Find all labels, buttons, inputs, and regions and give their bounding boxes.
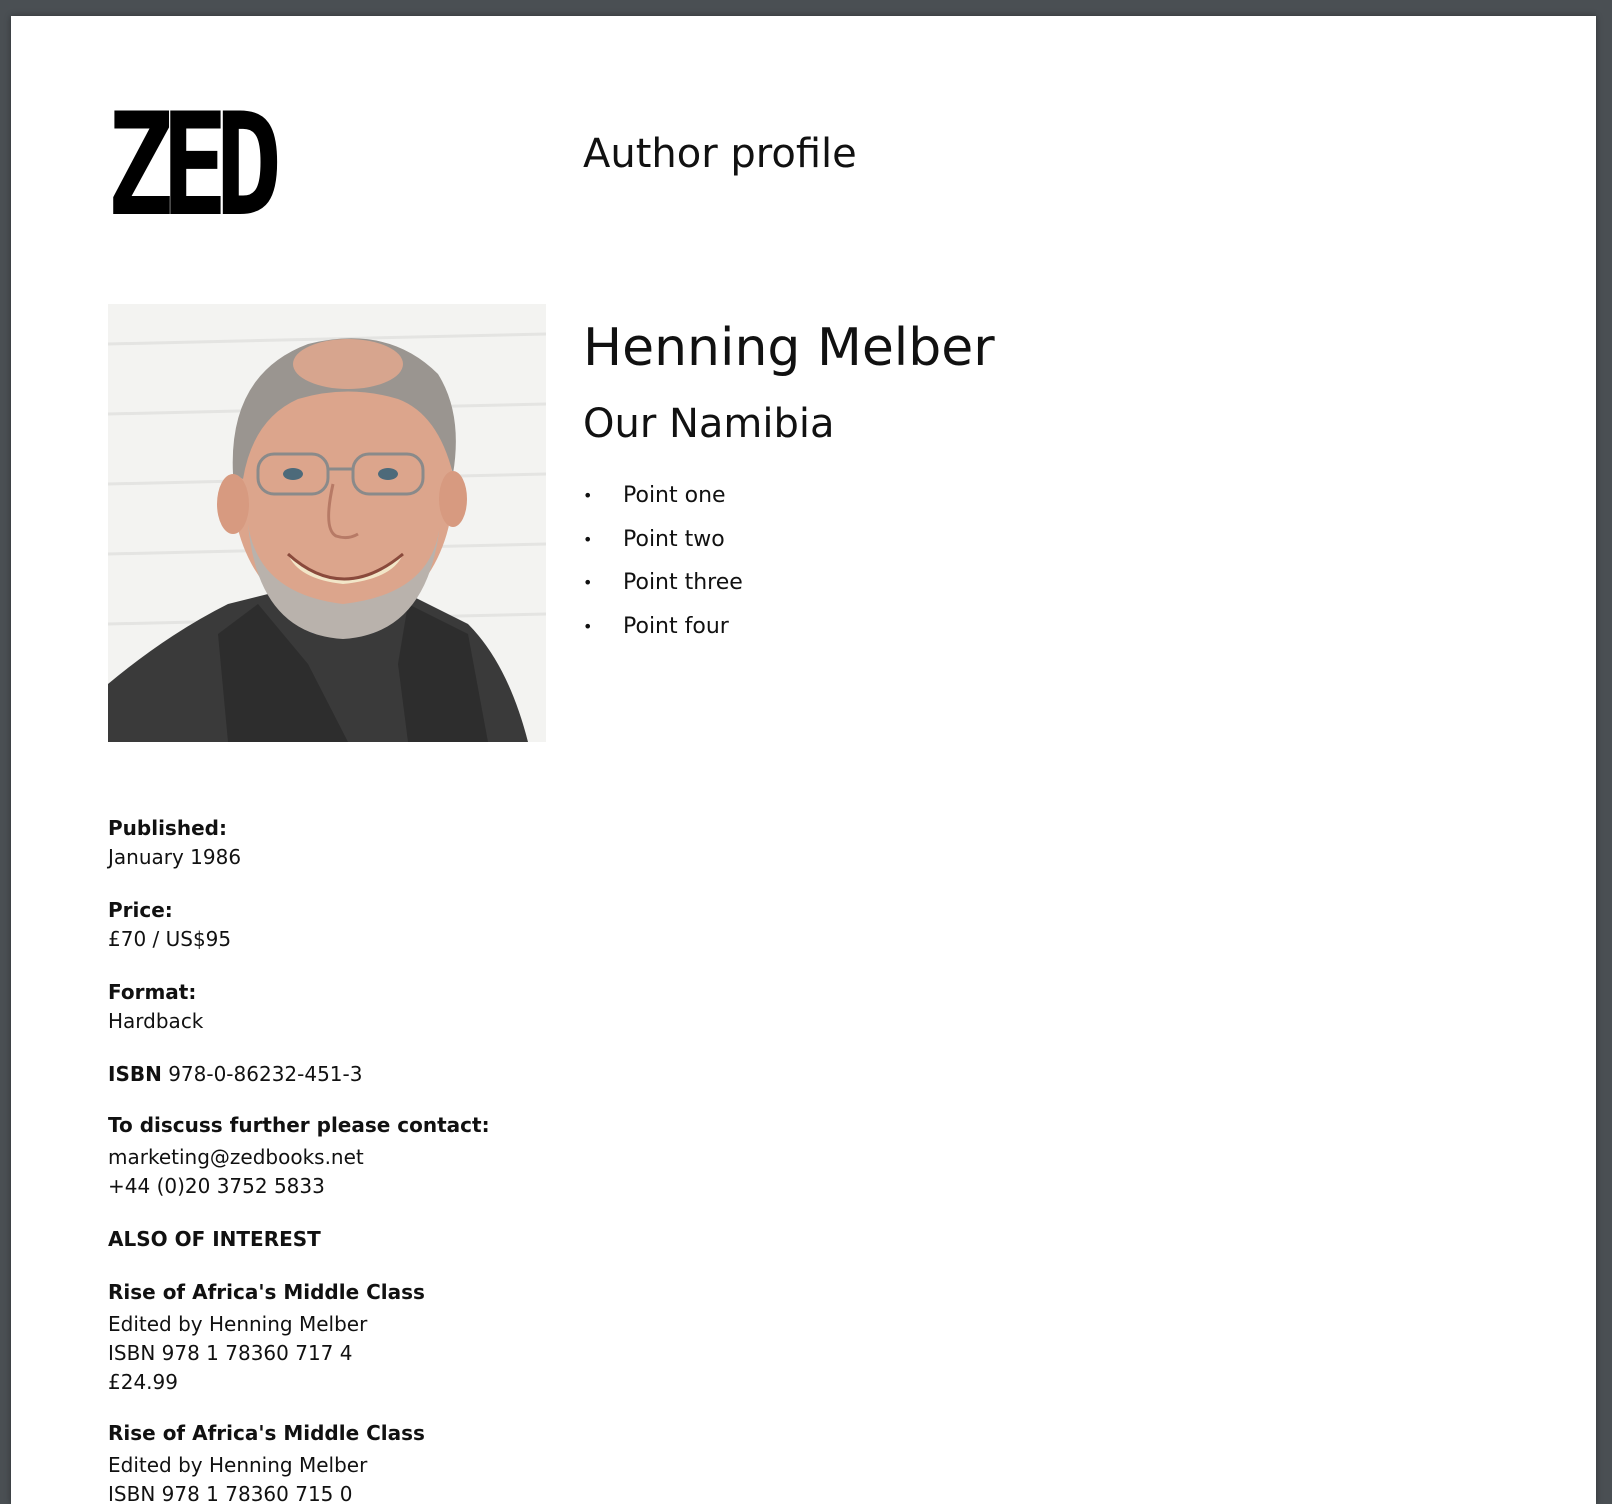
bullet-icon: •: [583, 486, 593, 505]
contact-label: To discuss further please contact:: [108, 1113, 490, 1137]
bullet-icon: •: [583, 616, 593, 636]
list-item: [583, 561, 743, 605]
related-book-title: Rise of Africa's Middle Class: [108, 1421, 425, 1445]
list-item-text: Point two: [623, 526, 725, 552]
published-value: January 1986: [108, 845, 242, 869]
list-item-text: Point three: [623, 570, 743, 595]
published-label: Published:: [108, 816, 227, 840]
publisher-logo: ZED: [107, 83, 270, 248]
list-item: [583, 605, 743, 649]
related-book-editor: Edited by Henning Melber: [108, 1312, 368, 1336]
isbn-label: ISBN: [108, 1062, 162, 1086]
book-details: [108, 814, 548, 1504]
bullet-icon: •: [583, 573, 593, 592]
format-field: [108, 978, 548, 1036]
list-item: [583, 518, 743, 562]
related-book-title: Rise of Africa's Middle Class: [108, 1280, 425, 1304]
related-book-isbn: ISBN 978 1 78360 715 0: [108, 1482, 353, 1504]
related-book: [108, 1419, 548, 1504]
format-value: Hardback: [108, 1009, 204, 1033]
key-points-list: [583, 474, 743, 648]
book-title: Our Namibia: [583, 401, 835, 447]
author-photo: [108, 304, 546, 742]
price-label: Price:: [108, 898, 173, 922]
document-page: [11, 16, 1596, 1504]
price-value: £70 / US$95: [108, 927, 232, 951]
list-item: [583, 474, 743, 518]
published-field: [108, 814, 548, 872]
list-item-text: Point four: [623, 613, 729, 639]
bullet-icon: •: [583, 529, 593, 549]
related-book-isbn: ISBN 978 1 78360 717 4: [108, 1341, 353, 1365]
page-title: Author profile: [583, 131, 857, 177]
contact-phone: +44 (0)20 3752 5833: [108, 1174, 325, 1198]
isbn-value: 978-0-86232-451-3: [168, 1062, 363, 1086]
format-label: Format:: [108, 980, 197, 1004]
list-item-text: Point one: [623, 483, 726, 508]
isbn-field: [108, 1060, 548, 1089]
price-field: [108, 896, 548, 954]
related-book-editor: Edited by Henning Melber: [108, 1453, 368, 1477]
author-name: Henning Melber: [583, 318, 995, 378]
also-of-interest-heading: ALSO OF INTEREST: [108, 1227, 321, 1251]
related-book: [108, 1278, 548, 1397]
contact-field: [108, 1111, 548, 1201]
contact-email[interactable]: marketing@zedbooks.net: [108, 1145, 364, 1169]
related-book-price: £24.99: [108, 1370, 178, 1394]
